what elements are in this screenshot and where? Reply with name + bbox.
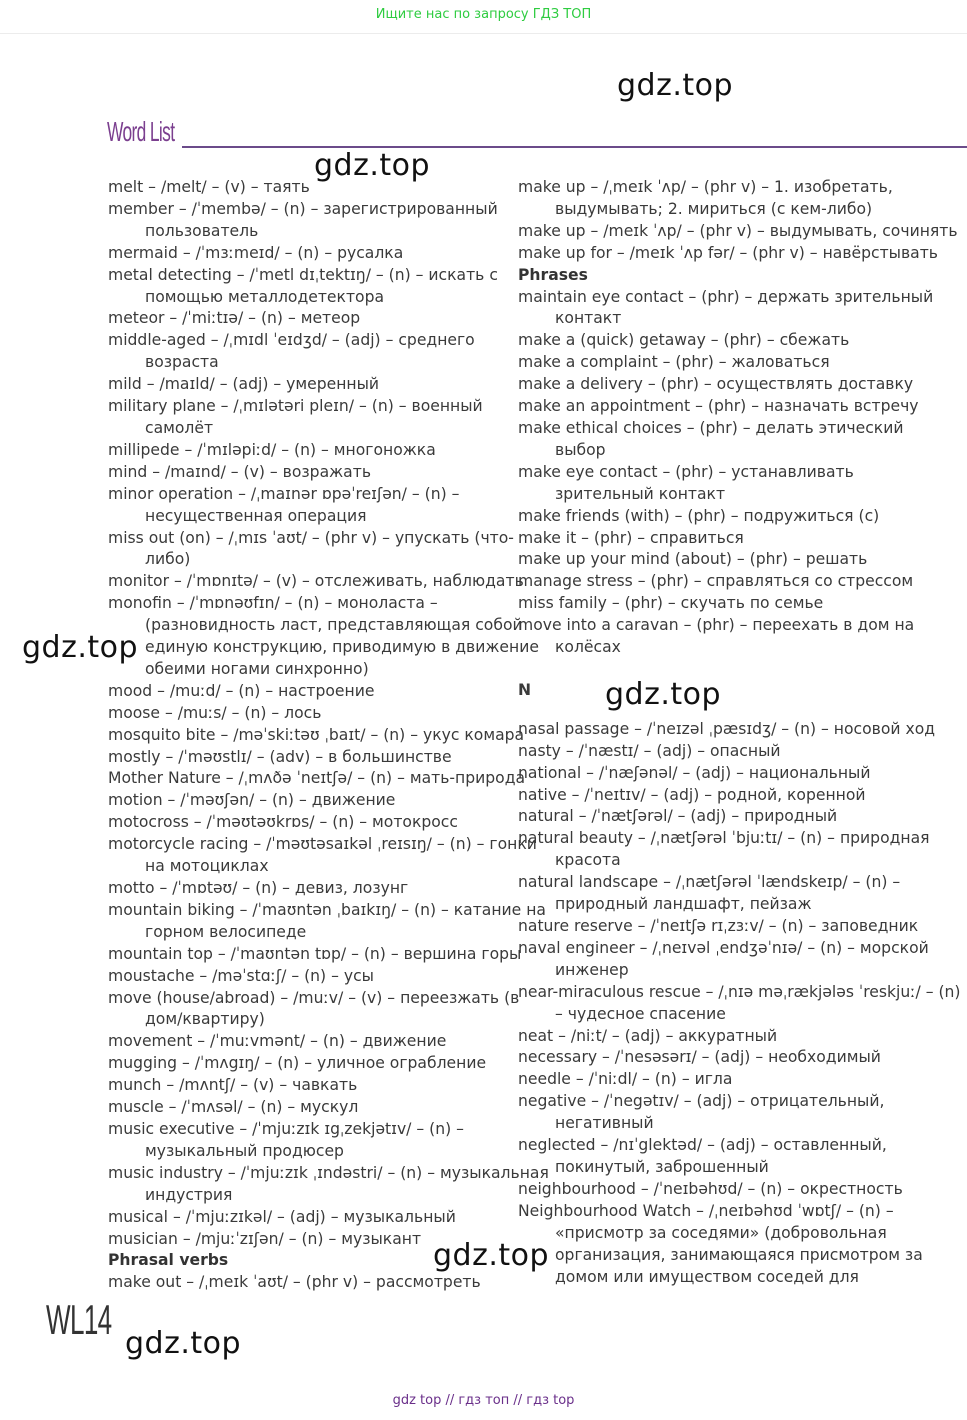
- word-entry: [518, 593, 938, 615]
- word-entry: [518, 571, 938, 593]
- entry-line: make friends (with) – (phr) – подружиться (с): [518, 506, 880, 525]
- entry-line: природный ландшафт, пейзаж: [555, 895, 812, 914]
- entry-line: neighbourhood – /ˈneɪbəhʊd/ – (n) – окрестность: [518, 1179, 903, 1198]
- entry-line: make up your mind (about) – (phr) – решать: [518, 550, 868, 569]
- entry-line: movement – /ˈmuːvmənt/ – (n) – движение: [108, 1032, 447, 1051]
- word-entry: [108, 1031, 503, 1053]
- word-entry: [518, 719, 938, 741]
- entry-line: Mother Nature – /ˌmʌðə ˈneɪtʃə/ – (n) – мать-природа: [108, 769, 526, 788]
- entry-line: make a complaint – (phr) – жаловаться: [518, 353, 830, 372]
- entry-line: make a (quick) getaway – (phr) – сбежать: [518, 331, 850, 350]
- entry-line: natural landscape – /ˌnætʃərəl ˈlændskeɪp/ – (n) –: [518, 873, 901, 892]
- watermark: gdz.top: [617, 68, 734, 103]
- entry-line: на мотоциклах: [145, 857, 269, 876]
- section-letter: [518, 680, 938, 702]
- entry-line: make up for – /meɪk ˈʌp fər/ – (phr v) – навёрстывать: [518, 243, 938, 262]
- entry-line: monofin – /ˈmɒnəʊfɪn/ – (n) – моноласта –: [108, 594, 438, 613]
- word-entry: [108, 703, 503, 725]
- entry-line: near-miraculous rescue – /ˌnɪə məˌrækjələs ˈreskjuː/ – (n): [518, 982, 961, 1001]
- section-gap: [518, 702, 938, 719]
- word-entry: [518, 1201, 938, 1289]
- entry-line: miss out (on) – /ˌmɪs ˈaʊt/ – (phr v) – упускать (что-: [108, 528, 514, 547]
- word-entry: [108, 1075, 503, 1097]
- entry-line: munch – /mʌntʃ/ – (v) – чавкать: [108, 1076, 358, 1095]
- entry-line: самолёт: [145, 418, 214, 437]
- word-entry: [108, 265, 503, 309]
- entry-line: nasal passage – /ˈneɪzəl ˌpæsɪdʒ/ – (n) – носовой ход: [518, 719, 936, 738]
- entry-line: инженер: [555, 960, 629, 979]
- word-entry: [108, 1097, 503, 1119]
- entry-line: neat – /niːt/ – (adj) – аккуратный: [518, 1026, 778, 1045]
- entry-line: mermaid – /ˈmɜːmeɪd/ – (n) – русалка: [108, 243, 404, 262]
- entry-line: national – /ˈnæʃənəl/ – (adj) – национальный: [518, 763, 871, 782]
- word-entry: [518, 785, 938, 807]
- word-entry: [518, 741, 938, 763]
- word-entry: [108, 1207, 503, 1229]
- word-entry: [108, 1053, 503, 1075]
- entry-line: maintain eye contact – (phr) – держать зрительный: [518, 287, 934, 306]
- word-entry: [108, 878, 503, 900]
- entry-line: motorcycle racing – /ˈməʊtəsaɪkəl ˌreɪsɪŋ/ – (n) – гонки: [108, 835, 537, 854]
- entry-line: motion – /ˈməʊʃən/ – (n) – движение: [108, 791, 396, 810]
- word-entry: [518, 916, 938, 938]
- entry-line: metal detecting – /ˈmetl dɪˌtektɪŋ/ – (n) – искать с: [108, 265, 498, 284]
- right-column: [518, 177, 961, 1288]
- entry-line: military plane – /ˌmɪlətəri pleɪn/ – (n) – военный: [108, 397, 483, 416]
- entry-line: – чудесное спасение: [555, 1004, 726, 1023]
- entry-line: либо): [145, 550, 191, 569]
- entry-line: индустрия: [145, 1185, 233, 1204]
- entry-line: meteor – /ˈmiːtɪə/ – (n) – метеор: [108, 309, 361, 328]
- entry-line: контакт: [555, 309, 622, 328]
- entry-line: make ethical choices – (phr) – делать этический: [518, 418, 904, 437]
- entry-line: негативный: [555, 1114, 654, 1133]
- word-entry: [108, 528, 514, 572]
- entry-line: necessary – /ˈnesəsərɪ/ – (adj) – необходимый: [518, 1048, 881, 1067]
- word-entry: [108, 199, 503, 243]
- entry-line: naval engineer – /ˌneɪvəl ˌendʒəˈnɪə/ – (n) – морской: [518, 938, 929, 957]
- watermark: gdz.top: [314, 148, 431, 183]
- entry-line: needle – /ˈniːdl/ – (n) – игла: [518, 1070, 733, 1089]
- entry-line: mind – /maɪnd/ – (v) – возражать: [108, 462, 372, 481]
- entry-line: neglected – /nɪˈglektəd/ – (adj) – оставленный,: [518, 1136, 887, 1155]
- entry-line: move (house/abroad) – /muːv/ – (v) – переезжать (в: [108, 988, 520, 1007]
- entry-line: muscle – /ˈmʌsəl/ – (n) – мускул: [108, 1098, 359, 1117]
- entry-line: music executive – /ˈmjuːzɪk ɪgˌzekjətɪv/ – (n) –: [108, 1119, 464, 1138]
- word-entry: [108, 440, 503, 462]
- left-column: [108, 177, 549, 1294]
- word-entry: [108, 462, 503, 484]
- word-entry: [518, 1135, 938, 1179]
- entry-line: millipede – /ˈmɪləpiːd/ – (n) – многоножка: [108, 440, 436, 459]
- entry-line: mood – /muːd/ – (n) – настроение: [108, 681, 375, 700]
- word-entry: [108, 747, 503, 769]
- page-number: WL14: [46, 1296, 112, 1343]
- entry-line: native – /ˈneɪtɪv/ – (adj) – родной, коренной: [518, 785, 866, 804]
- word-entry: [518, 828, 938, 872]
- word-entry: [518, 1179, 938, 1201]
- word-entry: [108, 988, 520, 1032]
- entry-line: member – /ˈmembə/ – (n) – зарегистрированный: [108, 199, 498, 218]
- section-heading: [518, 265, 938, 287]
- word-entry: [108, 396, 503, 440]
- entry-line: monitor – /ˈmɒnɪtə/ – (v) – отслеживать, наблюдать: [108, 572, 524, 591]
- entry-line: несущественная операция: [145, 506, 367, 525]
- entry-line: колёсах: [555, 638, 621, 657]
- entry-line: make out – /ˌmeɪk ˈaʊt/ – (phr v) – рассмотреть: [108, 1273, 481, 1292]
- entry-line: mild – /maɪld/ – (adj) – умеренный: [108, 375, 380, 394]
- word-entry: [108, 308, 503, 330]
- word-entry: [518, 872, 938, 916]
- word-entry: [108, 900, 546, 944]
- entry-line: организация, занимающаяся присмотром за: [555, 1245, 923, 1264]
- entry-line: зрительный контакт: [555, 484, 726, 503]
- word-entry: [108, 725, 525, 747]
- entry-line: mountain biking – /ˈmaʊntən ˌbaɪkɪŋ/ – (n) – катание на: [108, 900, 546, 919]
- word-entry: [518, 287, 938, 331]
- entry-line: moustache – /məˈstɑːʃ/ – (n) – усы: [108, 966, 374, 985]
- entry-line: пользователь: [145, 221, 259, 240]
- entry-line: make up – /meɪk ˈʌp/ – (phr v) – выдумывать, сочинять: [518, 221, 958, 240]
- top-divider: [0, 33, 967, 34]
- word-entry: [518, 330, 938, 352]
- word-entry: [108, 243, 503, 265]
- word-entry: [518, 352, 938, 374]
- word-entry: [518, 1069, 938, 1091]
- entry-line: make up – /ˌmeɪk ˈʌp/ – (phr v) – 1. изобретать,: [518, 178, 893, 196]
- word-entry: [108, 593, 539, 681]
- entry-line: N: [518, 680, 532, 699]
- entry-line: music industry – /ˈmjuːzɪk ˌɪndəstri/ – (n) – музыкальная: [108, 1163, 549, 1182]
- section-gap: [518, 659, 938, 680]
- entry-line: Phrases: [518, 265, 588, 284]
- word-entry: [518, 1026, 938, 1048]
- entry-line: make a delivery – (phr) – осуществлять доставку: [518, 375, 914, 394]
- word-entry: [518, 396, 938, 418]
- entry-line: make an appointment – (phr) – назначать встречу: [518, 397, 919, 416]
- word-entry: [108, 944, 522, 966]
- word-entry: [108, 812, 503, 834]
- word-entry: [108, 834, 537, 878]
- entry-line: «присмотр за соседями» (добровольная: [555, 1223, 887, 1242]
- word-entry: [518, 938, 938, 982]
- entry-line: mugging – /ˈmʌgɪŋ/ – (n) – уличное ограбление: [108, 1054, 487, 1073]
- entry-line: mostly – /ˈməʊstlɪ/ – (adv) – в большинстве: [108, 747, 452, 766]
- entry-line: nasty – /ˈnæstɪ/ – (adj) – опасный: [518, 741, 781, 760]
- word-entry: [518, 615, 938, 659]
- word-entry: [108, 177, 503, 199]
- page-title: Word List: [107, 116, 175, 147]
- entry-line: minor operation – /ˌmaɪnər ɒpəˈreɪʃən/ – (n) –: [108, 484, 460, 503]
- entry-line: make eye contact – (phr) – устанавливать: [518, 462, 854, 481]
- word-entry: [108, 374, 503, 396]
- entry-line: melt – /melt/ – (v) – таять: [108, 178, 310, 196]
- entry-line: mosquito bite – /məˈskiːtəʊ ˌbaɪt/ – (n) – укус комара: [108, 725, 525, 744]
- entry-line: manage stress – (phr) – справляться со стрессом: [518, 572, 914, 591]
- word-entry: [108, 681, 503, 703]
- entry-line: музыкальный продюсер: [145, 1141, 344, 1160]
- entry-line: make it – (phr) – справиться: [518, 528, 744, 547]
- entry-line: выдумывать; 2. мириться (с кем-либо): [555, 199, 873, 218]
- watermark: gdz.top: [125, 1326, 242, 1361]
- entry-line: горном велосипеде: [145, 922, 307, 941]
- entry-line: помощью металлодетектора: [145, 287, 385, 306]
- entry-line: negative – /ˈnegətɪv/ – (adj) – отрицательный,: [518, 1092, 885, 1111]
- entry-line: miss family – (phr) – скучать по семье: [518, 594, 824, 613]
- entry-line: mountain top – /ˈmaʊntən tɒp/ – (n) – вершина горы: [108, 944, 522, 963]
- top-banner[interactable]: Ищите нас по запросу ГДЗ ТОП: [375, 7, 592, 22]
- entry-line: musical – /ˈmjuːzɪkəl/ – (adj) – музыкальный: [108, 1207, 456, 1226]
- watermark: gdz.top: [433, 1238, 550, 1273]
- entry-line: nature reserve – /ˈneɪtʃə rɪˌzɜːv/ – (n) – заповедник: [518, 917, 919, 935]
- entry-line: красота: [555, 851, 621, 870]
- entry-line: motto – /ˈmɒtəʊ/ – (n) – девиз, лозунг: [108, 879, 409, 897]
- word-entry: [518, 177, 938, 221]
- word-entry: [518, 528, 938, 550]
- entry-line: musician – /mjuːˈzɪʃən/ – (n) – музыкант: [108, 1229, 422, 1248]
- entry-line: обеими ногами синхронно): [145, 659, 369, 678]
- word-entry: [108, 1119, 503, 1163]
- entry-line: единую конструкцию, приводимую в движение: [145, 638, 539, 657]
- entry-line: move into a caravan – (phr) – переехать в дом на: [518, 616, 915, 635]
- watermark: gdz.top: [605, 677, 722, 712]
- word-entry: [518, 418, 938, 462]
- word-entry: [108, 484, 503, 528]
- entry-line: Phrasal verbs: [108, 1251, 229, 1270]
- word-entry: [108, 790, 503, 812]
- footer-links[interactable]: gdz top // гдз топ // гдз top: [392, 1393, 575, 1408]
- entry-line: выбор: [555, 440, 606, 459]
- entry-line: (разновидность ласт, представляющая собой: [145, 616, 523, 635]
- word-entry: [518, 506, 938, 528]
- entry-line: Neighbourhood Watch – /ˌneɪbəhʊd ˈwɒtʃ/ – (n) –: [518, 1201, 894, 1220]
- entry-line: natural – /ˈnætʃərəl/ – (adj) – природный: [518, 807, 838, 826]
- word-entry: [518, 806, 938, 828]
- entry-line: покинутый, заброшенный: [555, 1157, 769, 1176]
- entry-line: motocross – /ˈməʊtəʊkrɒs/ – (n) – мотокросс: [108, 813, 458, 832]
- word-entry: [518, 221, 958, 243]
- word-entry: [518, 763, 938, 785]
- word-entry: [518, 1047, 938, 1069]
- entry-line: moose – /muːs/ – (n) – лось: [108, 703, 322, 722]
- entry-line: домом или имуществом соседей для: [555, 1267, 859, 1286]
- word-entry: [108, 1272, 503, 1294]
- entry-line: дом/квартиру): [145, 1010, 265, 1029]
- word-entry: [108, 330, 503, 374]
- word-entry: [518, 549, 938, 571]
- watermark: gdz.top: [22, 630, 139, 665]
- entry-line: natural beauty – /ˌnætʃərəl ˈbjuːtɪ/ – (n) – природная: [518, 829, 930, 848]
- word-entry: [518, 243, 938, 265]
- entry-line: возраста: [145, 353, 219, 372]
- entry-line: middle-aged – /ˌmɪdl ˈeɪdʒd/ – (adj) – среднего: [108, 331, 475, 350]
- word-entry: [518, 374, 938, 396]
- word-entry: [108, 768, 526, 790]
- word-entry: [108, 1163, 549, 1207]
- word-entry: [518, 1091, 938, 1135]
- word-entry: [108, 966, 503, 988]
- word-entry: [518, 982, 961, 1026]
- title-underline: [182, 146, 967, 148]
- word-entry: [108, 571, 524, 593]
- word-entry: [518, 462, 938, 506]
